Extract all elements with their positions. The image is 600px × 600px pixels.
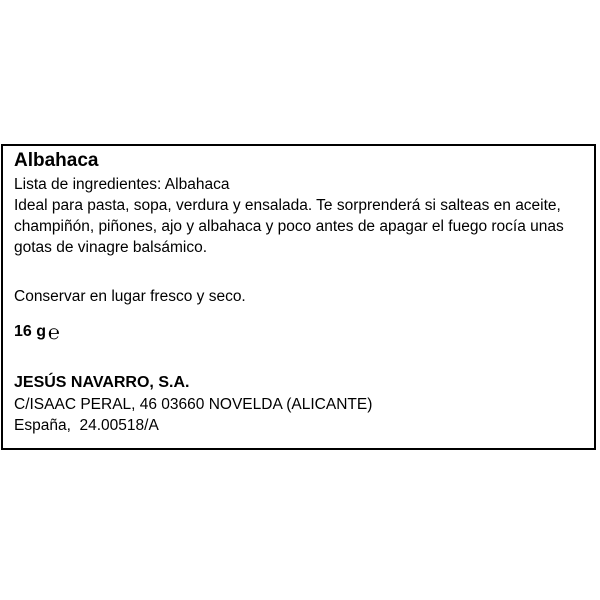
storage-text: Conservar en lugar fresco y seco. <box>14 288 246 305</box>
estimated-sign-icon: ℮ <box>48 322 61 344</box>
ingredients-text: Lista de ingredientes: Albahaca <box>14 176 230 193</box>
net-weight-value: 16 g <box>14 323 47 340</box>
manufacturer-address: C/ISAAC PERAL, 46 03660 NOVELDA (ALICANTE) <box>14 396 373 413</box>
product-label-box <box>1 144 596 450</box>
manufacturer-name: JESÚS NAVARRO, S.A. <box>14 374 190 391</box>
usage-line: champiñón, piñones, ajo y albahaca y poco antes de apagar el fuego rocía unas <box>14 218 564 235</box>
product-name: Albahaca <box>14 150 99 171</box>
net-weight <box>14 321 584 343</box>
manufacturer-registry: España, 24.00518/A <box>14 417 159 434</box>
usage-line: Ideal para pasta, sopa, verdura y ensalada. Te sorprenderá si salteas en aceite, <box>14 197 561 214</box>
usage-line: gotas de vinagre balsámico. <box>14 239 208 256</box>
usage-paragraph <box>14 195 584 258</box>
